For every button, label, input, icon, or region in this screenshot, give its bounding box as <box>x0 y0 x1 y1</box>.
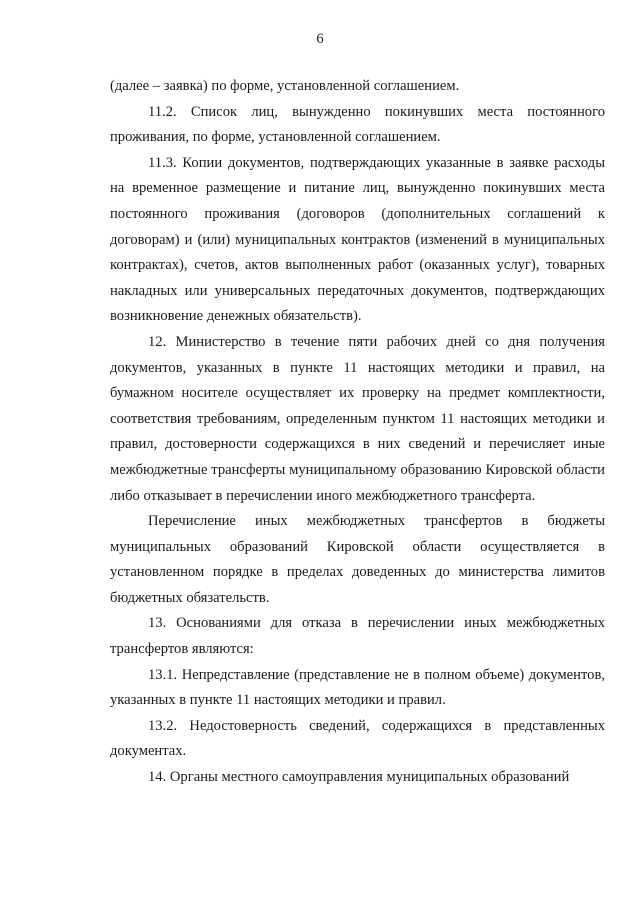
document-body <box>110 74 605 791</box>
paragraph-continuation: (далее – заявка) по форме, установленной соглашением. <box>110 78 460 94</box>
paragraph-13-1: 13.1. Непредставление (представление не в полном объеме) документов, указанных в пункте 11 настоящих методики и правил. <box>110 666 605 709</box>
paragraph-14: 14. Органы местного самоуправления муниципальных образований <box>148 769 570 786</box>
paragraph-transfer: Перечисление иных межбюджетных трансфертов в бюджеты муниципальных образований Кировской области осуществляется в установленном порядке в пределах доведенных до министерства лимитов бюджетных обязательств. <box>110 513 605 606</box>
paragraph-11-3: 11.3. Копии документов, подтверждающих указанные в заявке расходы на временное размещение и питание лиц, вынужденно покинувших места постоянного проживания (договоров (дополнительных соглашений к договорам) и (или) муниципальных контрактов (изменений в муниципальных контрактах), счетов, актов выполненных работ (оказанных услуг), товарных накладных или универсальных передаточных документов, подтверждающих возникновение денежных обязательств). <box>110 154 605 325</box>
page-number: 6 <box>316 31 324 47</box>
paragraph-11-2: 11.2. Список лиц, вынужденно покинувших места постоянного проживания, по форме, установленной соглашением. <box>110 103 605 146</box>
paragraph-12: 12. Министерство в течение пяти рабочих дней со дня получения документов, указанных в пункте 11 настоящих методики и правил, на бумажном носителе осуществляет их проверку на предмет комплектности, соответствия требованиям, определенным пунктом 11 настоящих методики и правил, достоверности содержащихся в них сведений и перечисляет иные межбюджетные трансферты муниципальному образованию Кировской области либо отказывает в перечислении иного межбюджетного трансферта. <box>110 333 605 504</box>
paragraph-13: 13. Основаниями для отказа в перечислении иных межбюджетных трансфертов являются: <box>110 615 605 658</box>
paragraph-13-2: 13.2. Недостоверность сведений, содержащихся в представленных документах. <box>110 717 605 760</box>
